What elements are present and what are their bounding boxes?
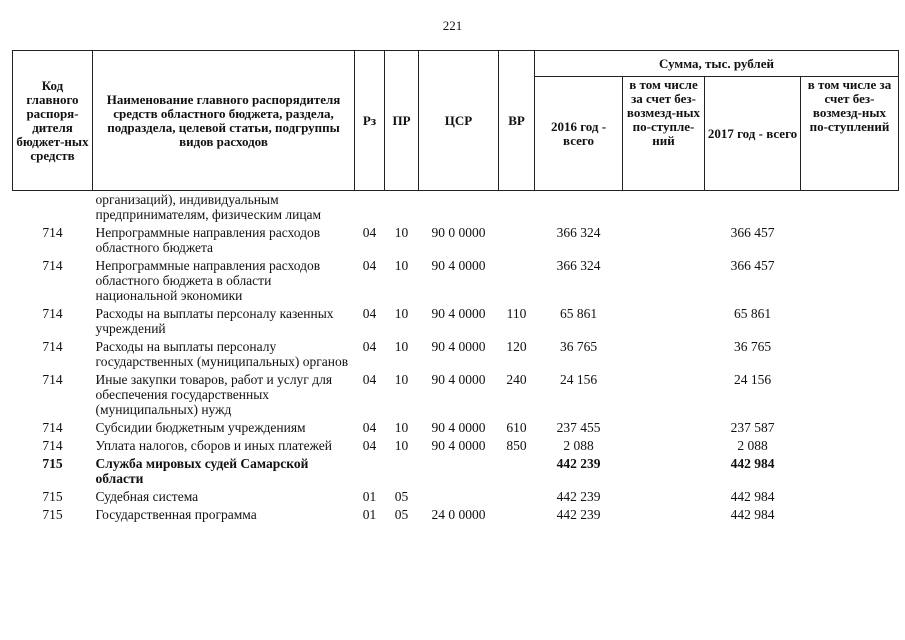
- cell-csr: 90 4 0000: [431, 339, 486, 354]
- table-row: [13, 305, 899, 338]
- table-row: [13, 419, 899, 437]
- cell-code: 714: [42, 225, 63, 240]
- header-2017-total: 2017 год - всего: [705, 77, 801, 191]
- cell-name: организаций), индивидуальным предпринимателям, физическим лицам: [95, 192, 322, 222]
- cell-2017-free: [801, 305, 899, 338]
- cell-rz: 04: [362, 339, 377, 354]
- cell-2016-total: 442 239: [556, 489, 601, 504]
- cell-2017-total: 24 156: [733, 372, 772, 387]
- cell-name: Расходы на выплаты персоналу казенных учреждений: [95, 306, 334, 336]
- cell-rz: 04: [362, 420, 377, 435]
- cell-rz: 01: [362, 507, 377, 522]
- cell-pr: 05: [394, 489, 409, 504]
- cell-2016-total: 36 765: [559, 339, 598, 354]
- table-row: [13, 338, 899, 371]
- cell-2016-total: [535, 191, 623, 225]
- table-row: [13, 371, 899, 419]
- cell-vr: 240: [506, 372, 527, 387]
- cell-rz: 04: [362, 438, 377, 453]
- cell-csr: 90 4 0000: [431, 306, 486, 321]
- cell-vr: [499, 224, 535, 257]
- table-row: [13, 506, 899, 524]
- header-2017-free: в том числе за счет без-возмезд-ных по-ступлений: [801, 77, 899, 191]
- cell-pr: 10: [394, 258, 409, 273]
- cell-vr: 120: [506, 339, 527, 354]
- cell-rz: 04: [362, 372, 377, 387]
- cell-csr: 90 4 0000: [431, 372, 486, 387]
- cell-2017-total: [705, 191, 801, 225]
- cell-csr: [419, 191, 499, 225]
- cell-csr: 90 4 0000: [431, 420, 486, 435]
- cell-code: 714: [42, 438, 63, 453]
- cell-2017-total: 442 984: [730, 507, 775, 522]
- cell-2017-free: [801, 257, 899, 305]
- cell-csr: 90 4 0000: [431, 258, 486, 273]
- cell-2016-total: 442 239: [556, 507, 601, 522]
- cell-2017-free: [801, 437, 899, 455]
- cell-name: Служба мировых судей Самарской области: [95, 456, 309, 486]
- cell-2016-free: [623, 437, 705, 455]
- table-row: [13, 455, 899, 488]
- cell-csr: [419, 455, 499, 488]
- cell-vr: 610: [506, 420, 527, 435]
- cell-2016-total: 366 324: [556, 258, 601, 273]
- cell-pr: 10: [394, 225, 409, 240]
- cell-csr: 90 4 0000: [431, 438, 486, 453]
- cell-2017-total: 442 984: [730, 456, 775, 471]
- page-number: 221: [442, 18, 463, 33]
- cell-rz: 01: [362, 489, 377, 504]
- cell-2016-free: [623, 224, 705, 257]
- cell-vr: [499, 191, 535, 225]
- cell-csr: 90 0 0000: [431, 225, 486, 240]
- cell-vr: 110: [506, 306, 527, 321]
- header-vr: ВР: [499, 51, 535, 191]
- cell-2017-total: 65 861: [733, 306, 772, 321]
- cell-name: Расходы на выплаты персоналу государственных (муниципальных) органов: [95, 339, 349, 369]
- cell-2017-total: 2 088: [737, 438, 768, 453]
- cell-2016-total: 2 088: [563, 438, 594, 453]
- cell-vr: [499, 455, 535, 488]
- header-name: Наименование главного распорядителя средств областного бюджета, раздела, подраздела, целевой статьи, подгруппы видов расходов: [93, 51, 355, 191]
- cell-2017-total: 237 587: [730, 420, 775, 435]
- cell-2016-free: [623, 488, 705, 506]
- cell-code: 714: [42, 420, 63, 435]
- cell-name: Судебная система: [95, 489, 199, 504]
- header-2016-free: в том числе за счет без-возмезд-ных по-ступле-ний: [623, 77, 705, 191]
- cell-csr: [419, 488, 499, 506]
- cell-2016-free: [623, 506, 705, 524]
- cell-2016-free: [623, 371, 705, 419]
- cell-code: 715: [42, 507, 63, 522]
- cell-rz: 04: [362, 306, 377, 321]
- header-rz: Рз: [355, 51, 385, 191]
- cell-vr: 850: [506, 438, 527, 453]
- cell-pr: 05: [394, 507, 409, 522]
- table-row: [13, 191, 899, 225]
- cell-name: Непрограммные направления расходов областного бюджета в области национальной экономики: [95, 258, 321, 303]
- cell-vr: [499, 257, 535, 305]
- cell-2016-free: [623, 455, 705, 488]
- table-body: [13, 191, 899, 525]
- cell-2016-total: 24 156: [559, 372, 598, 387]
- cell-vr: [499, 488, 535, 506]
- cell-pr: 10: [394, 420, 409, 435]
- budget-table: [12, 50, 899, 524]
- cell-code: 714: [42, 372, 63, 387]
- cell-pr: 10: [394, 372, 409, 387]
- cell-name: Иные закупки товаров, работ и услуг для обеспечения государственных (муниципальных) нужд: [95, 372, 333, 417]
- cell-pr: 10: [394, 438, 409, 453]
- cell-2016-free: [623, 257, 705, 305]
- cell-2017-free: [801, 419, 899, 437]
- cell-2016-free: [623, 419, 705, 437]
- header-code: Код главного распоря-дителя бюджет-ных средств: [13, 51, 93, 191]
- cell-name: Субсидии бюджетным учреждениям: [95, 420, 306, 435]
- cell-2017-free: [801, 338, 899, 371]
- cell-2016-free: [623, 191, 705, 225]
- cell-rz: [355, 455, 385, 488]
- cell-2017-total: 442 984: [730, 489, 775, 504]
- cell-vr: [499, 506, 535, 524]
- header-pr: ПР: [385, 51, 419, 191]
- table-row: [13, 224, 899, 257]
- cell-2016-total: 366 324: [556, 225, 601, 240]
- header-csr: ЦСР: [419, 51, 499, 191]
- cell-rz: [355, 191, 385, 225]
- cell-code: 715: [42, 489, 63, 504]
- cell-pr: 10: [394, 339, 409, 354]
- cell-2017-free: [801, 455, 899, 488]
- table-row: [13, 488, 899, 506]
- header-2016-total: 2016 год - всего: [535, 77, 623, 191]
- cell-csr: 24 0 0000: [431, 507, 486, 522]
- cell-2017-total: 366 457: [730, 225, 775, 240]
- cell-2016-total: 237 455: [556, 420, 601, 435]
- table-header: [13, 51, 899, 191]
- cell-2016-total: 442 239: [556, 456, 601, 471]
- cell-name: Уплата налогов, сборов и иных платежей: [95, 438, 332, 453]
- cell-2017-free: [801, 506, 899, 524]
- cell-2017-free: [801, 371, 899, 419]
- cell-pr: [385, 455, 419, 488]
- table-row: [13, 437, 899, 455]
- cell-code: 715: [42, 456, 63, 471]
- cell-2016-total: 65 861: [559, 306, 598, 321]
- cell-2017-free: [801, 191, 899, 225]
- cell-rz: 04: [362, 258, 377, 273]
- cell-rz: 04: [362, 225, 377, 240]
- cell-2016-free: [623, 338, 705, 371]
- cell-2017-free: [801, 488, 899, 506]
- table-row: [13, 257, 899, 305]
- cell-code: 714: [42, 306, 63, 321]
- cell-name: Непрограммные направления расходов областного бюджета: [95, 225, 321, 255]
- cell-2017-total: 36 765: [733, 339, 772, 354]
- cell-pr: 10: [394, 306, 409, 321]
- header-sum-group: Сумма, тыс. рублей: [535, 51, 899, 77]
- cell-code: 714: [42, 339, 63, 354]
- cell-pr: [385, 191, 419, 225]
- cell-2017-free: [801, 224, 899, 257]
- cell-name: Государственная программа: [95, 507, 257, 522]
- cell-2016-free: [623, 305, 705, 338]
- cell-code: 714: [42, 258, 63, 273]
- cell-code: [13, 191, 93, 225]
- cell-2017-total: 366 457: [730, 258, 775, 273]
